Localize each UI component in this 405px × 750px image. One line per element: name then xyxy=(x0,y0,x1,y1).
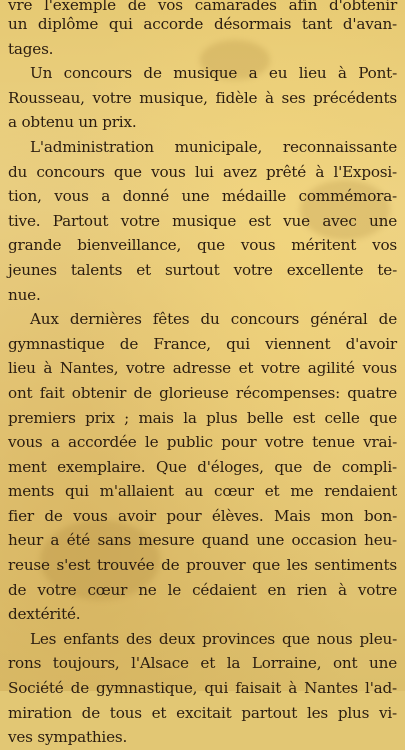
text-line: gymnastique de France, qui viennent d'avoir xyxy=(8,334,397,353)
text-line: jeunes talents et surtout votre excellente te- xyxy=(8,260,397,279)
text-line: ments qui m'allaient au cœur et me rendaient xyxy=(8,482,397,501)
text-line: heur a été sans mesure quand une occasion heu- xyxy=(8,531,397,550)
text-line: Rousseau, votre musique, fidèle à ses précédents xyxy=(8,88,397,107)
paragraph-start-line: Les enfants des deux provinces que nous pleu- xyxy=(30,629,397,648)
text-line: nue. xyxy=(8,285,41,304)
text-line: du concours que vous lui avez prêté à l'Exposi- xyxy=(8,162,397,181)
text-line: ment exemplaire. Que d'éloges, que de compli- xyxy=(8,457,397,476)
paragraph-start-line: L'administration municipale, reconnaissante xyxy=(30,137,397,156)
text-line: premiers prix ; mais la plus belle est celle que xyxy=(8,408,397,427)
text-line: grande bienveillance, que vous méritent vos xyxy=(8,236,397,255)
text-line: de votre cœur ne le cédaient en rien à votre xyxy=(8,580,397,599)
text-line: vous a accordée le public pour votre tenue vrai- xyxy=(8,433,397,452)
text-line: tion, vous a donné une médaille commémora- xyxy=(8,187,397,206)
text-line: rons toujours, l'Alsace et la Lorraine, ont une xyxy=(8,654,397,673)
article-body xyxy=(8,0,397,750)
text-line: ves sympathies. xyxy=(8,728,128,747)
text-line: fier de vous avoir pour élèves. Mais mon bon- xyxy=(8,506,397,525)
text-line: lieu à Nantes, votre adresse et votre agilité vous xyxy=(8,359,397,378)
text-line: ont fait obtenir de glorieuse récompenses: quatre xyxy=(8,383,397,402)
paragraph-start-line: Aux dernières fêtes du concours général de xyxy=(30,310,397,329)
text-line: reuse s'est trouvée de prouver que les sentiments xyxy=(8,556,397,575)
text-line: Société de gymnastique, qui faisait à Nantes l'ad- xyxy=(8,679,397,698)
text-line: tages. xyxy=(8,39,54,58)
text-line: dextérité. xyxy=(8,605,81,624)
text-line: vre l'exemple de vos camarades afin d'obtenir xyxy=(8,0,397,14)
text-line: tive. Partout votre musique est vue avec une xyxy=(8,211,397,230)
text-line: un diplôme qui accorde désormais tant d'avan- xyxy=(8,15,397,33)
text-line: a obtenu un prix. xyxy=(8,113,137,132)
text-line: miration de tous et excitait partout les plus vi- xyxy=(8,703,397,722)
paragraph-start-line: Un concours de musique a eu lieu à Pont- xyxy=(30,64,397,83)
